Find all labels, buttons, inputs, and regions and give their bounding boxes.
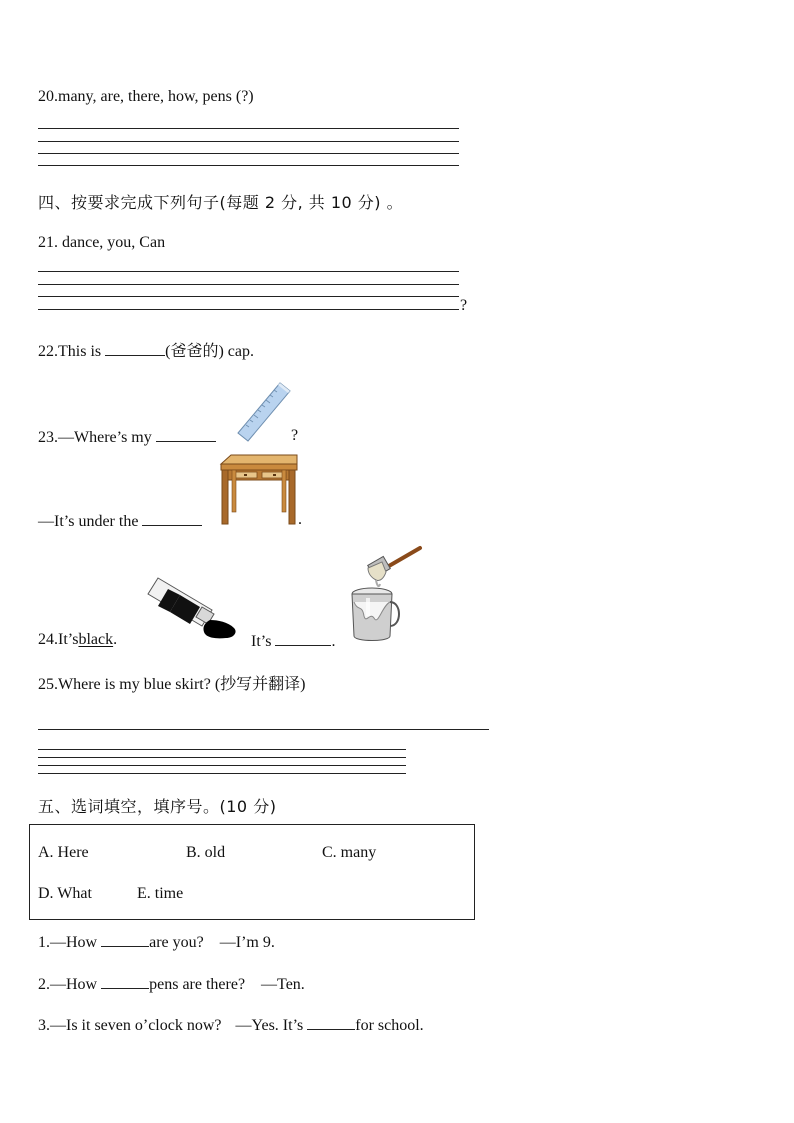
fill-item-3 bbox=[38, 1015, 424, 1035]
blank-24[interactable] bbox=[275, 631, 331, 646]
question-22-hint: (爸爸的) cap. bbox=[165, 343, 254, 360]
question-23-line2 bbox=[38, 511, 202, 531]
blank-23a[interactable] bbox=[156, 427, 216, 442]
question-23-period: . bbox=[298, 511, 302, 528]
fill-item-2-c: —Ten. bbox=[261, 976, 305, 993]
question-21: 21. dance, you, Can bbox=[38, 234, 166, 251]
question-25: 25.Where is my blue skirt? (抄写并翻译) bbox=[38, 676, 306, 693]
blank-fill-3[interactable] bbox=[307, 1015, 355, 1030]
question-22-before: 22.This is bbox=[38, 343, 102, 360]
paint-tube-icon bbox=[146, 576, 240, 644]
blank-fill-1[interactable] bbox=[101, 932, 149, 947]
option-b: B. old bbox=[186, 844, 226, 861]
question-24-end: . bbox=[331, 633, 336, 650]
fill-item-3-c: for school. bbox=[355, 1017, 424, 1034]
question-21-mark: ? bbox=[460, 297, 468, 314]
fill-item-1-b: are you? bbox=[149, 934, 204, 951]
question-24-part2 bbox=[251, 631, 335, 651]
blank-22[interactable] bbox=[105, 341, 165, 356]
fill-item-1 bbox=[38, 932, 275, 952]
fill-item-2 bbox=[38, 974, 305, 994]
question-23-line1 bbox=[38, 427, 216, 447]
fill-item-2-b: pens are there? bbox=[149, 976, 246, 993]
question-24-before: 24.It’s bbox=[38, 631, 79, 648]
option-a: A. Here bbox=[38, 844, 89, 861]
option-e: E. time bbox=[137, 885, 184, 902]
option-c: C. many bbox=[322, 844, 377, 861]
question-23-line1-text: 23.—Where’s my bbox=[38, 429, 152, 446]
section-5-title: 五、选词填空，填序号。(10 分) bbox=[38, 797, 277, 816]
question-24-part2-text: It’s bbox=[251, 633, 272, 650]
question-24 bbox=[38, 631, 117, 649]
fill-item-3-a: 3.—Is it seven o’clock now? bbox=[38, 1017, 222, 1034]
ruler-icon bbox=[232, 378, 294, 444]
fill-item-2-a: 2.—How bbox=[38, 976, 98, 993]
question-24-word: black bbox=[78, 631, 114, 648]
question-24-after: . bbox=[113, 631, 118, 648]
desk-icon bbox=[218, 452, 298, 526]
blank-23b[interactable] bbox=[142, 511, 202, 526]
fill-item-3-b: —Yes. It’s bbox=[235, 1017, 304, 1034]
paint-bucket-icon bbox=[346, 542, 428, 646]
fill-item-1-a: 1.—How bbox=[38, 934, 98, 951]
blank-fill-2[interactable] bbox=[101, 974, 149, 989]
question-23-line2-text: —It’s under the bbox=[38, 513, 139, 530]
question-20: 20.many, are, there, how, pens (?) bbox=[38, 88, 254, 105]
question-23-qmark: ? bbox=[291, 427, 299, 444]
fill-item-1-c: —I’m 9. bbox=[219, 934, 275, 951]
option-d: D. What bbox=[38, 885, 92, 902]
word-bank-box bbox=[29, 824, 475, 920]
question-22 bbox=[38, 338, 254, 361]
section-4-title: 四、按要求完成下列句子(每题 2 分, 共 10 分) 。 bbox=[38, 193, 404, 212]
